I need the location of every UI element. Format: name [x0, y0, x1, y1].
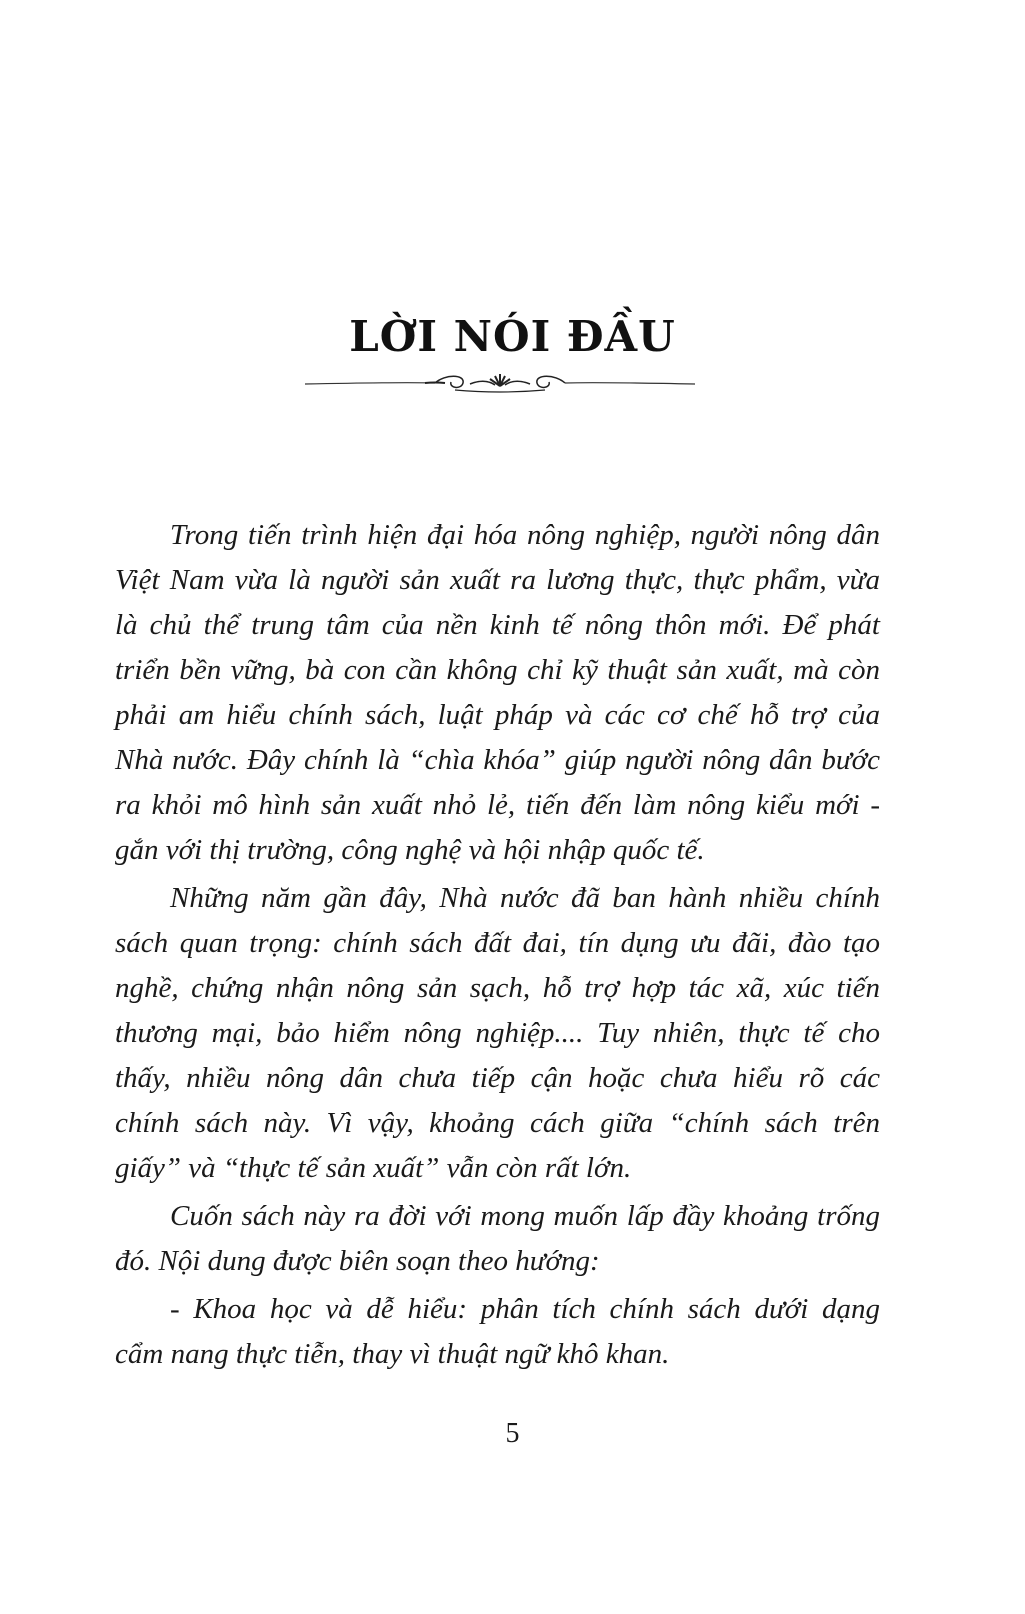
text-line: - Khoa học và dễ hiểu: phân tích chính sách dưới dạng: [170, 1293, 880, 1325]
text-line: giấy” và “thực tế sản xuất” vẫn còn rất lớn.: [115, 1152, 632, 1184]
paragraph: [115, 513, 880, 873]
text-line: nghề, chứng nhận nông sản sạch, hỗ trợ hợp tác xã, xúc tiến: [115, 972, 880, 1004]
preface-body: [115, 513, 880, 1380]
page-number: 5: [505, 1418, 520, 1449]
text-line: thấy, nhiều nông dân chưa tiếp cận hoặc chưa hiểu rõ các: [115, 1062, 880, 1094]
text-line: ra khỏi mô hình sản xuất nhỏ lẻ, tiến đến làm nông kiểu mới -: [115, 789, 880, 821]
text-line: thương mại, bảo hiểm nông nghiệp.... Tuy nhiên, thực tế cho: [115, 1017, 880, 1049]
text-line: gắn với thị trường, công nghệ và hội nhập quốc tế.: [115, 834, 705, 866]
paragraph: [115, 876, 880, 1191]
text-line: chính sách này. Vì vậy, khoảng cách giữa “chính sách trên: [115, 1107, 880, 1139]
paragraph: [115, 1194, 880, 1284]
text-line: phải am hiểu chính sách, luật pháp và các cơ chế hỗ trợ của: [115, 699, 880, 731]
text-line: triển bền vững, bà con cần không chỉ kỹ thuật sản xuất, mà còn: [115, 654, 880, 686]
text-line: cẩm nang thực tiễn, thay vì thuật ngữ khô khan.: [115, 1338, 670, 1370]
paragraph: [115, 1287, 880, 1377]
text-line: Những năm gần đây, Nhà nước đã ban hành nhiều chính: [170, 882, 880, 914]
text-line: Cuốn sách này ra đời với mong muốn lấp đầy khoảng trống: [170, 1200, 880, 1232]
page-title: LỜI NÓI ĐẦU: [349, 312, 676, 361]
text-line: là chủ thể trung tâm của nền kinh tế nông thôn mới. Để phát: [115, 609, 880, 641]
text-line: đó. Nội dung được biên soạn theo hướng:: [115, 1245, 600, 1277]
ornament-divider-icon: [305, 368, 695, 398]
text-line: sách quan trọng: chính sách đất đai, tín dụng ưu đãi, đào tạo: [115, 927, 880, 959]
text-line: Việt Nam vừa là người sản xuất ra lương thực, thực phẩm, vừa: [115, 564, 880, 596]
text-line: Trong tiến trình hiện đại hóa nông nghiệp, người nông dân: [170, 519, 880, 551]
text-line: Nhà nước. Đây chính là “chìa khóa” giúp người nông dân bước: [115, 744, 880, 776]
